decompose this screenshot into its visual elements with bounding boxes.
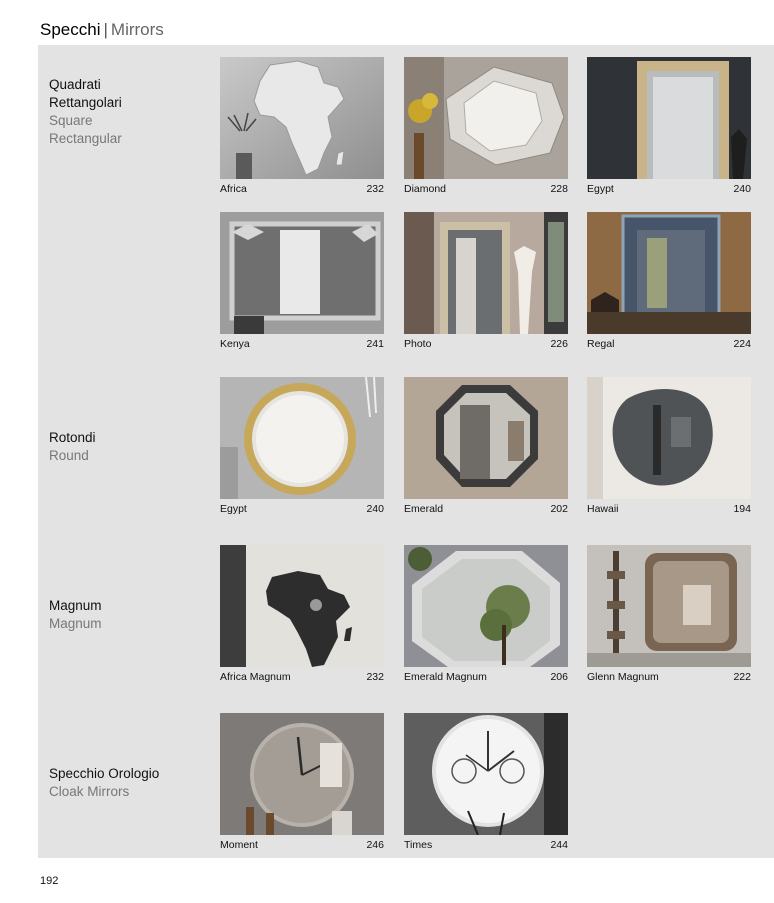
page-number: 192 [40, 875, 59, 887]
section-round [49, 429, 96, 465]
product-name: Egypt [587, 183, 614, 195]
product-card-diamond[interactable] [404, 57, 568, 195]
product-name: Hawaii [587, 503, 619, 515]
product-page: 228 [550, 183, 568, 195]
product-photo [404, 545, 568, 667]
product-card-times[interactable] [404, 713, 568, 851]
section-label-it: Rettangolari [49, 95, 122, 110]
product-page: 232 [366, 183, 384, 195]
product-card-emerald-magnum[interactable] [404, 545, 568, 683]
product-name: Kenya [220, 338, 250, 350]
section-magnum [49, 597, 102, 633]
section-square-rectangular [49, 76, 122, 148]
product-card-emerald[interactable] [404, 377, 568, 515]
product-photo [220, 545, 384, 667]
product-card-egypt[interactable] [587, 57, 751, 195]
product-name: Africa Magnum [220, 671, 291, 683]
title-english: Mirrors [110, 20, 164, 39]
product-photo [220, 377, 384, 499]
product-page: 240 [366, 503, 384, 515]
product-name: Regal [587, 338, 615, 350]
product-photo [404, 377, 568, 499]
product-photo [404, 212, 568, 334]
product-page: 246 [366, 839, 384, 851]
product-photo [404, 57, 568, 179]
product-card-photo[interactable] [404, 212, 568, 350]
section-label-en: Rectangular [49, 131, 122, 146]
product-name: Emerald Magnum [404, 671, 487, 683]
product-card-glenn-magnum[interactable] [587, 545, 751, 683]
product-card-hawaii[interactable] [587, 377, 751, 515]
product-page: 206 [550, 671, 568, 683]
title-italian: Specchi [40, 20, 101, 39]
product-photo [220, 212, 384, 334]
product-card-moment[interactable] [220, 713, 384, 851]
product-name: Times [404, 839, 433, 851]
product-name: Emerald [404, 503, 444, 515]
product-name: Photo [404, 338, 432, 350]
page-title [40, 20, 164, 40]
product-card-kenya[interactable] [220, 212, 384, 350]
product-page: 240 [733, 183, 751, 195]
product-photo [587, 212, 751, 334]
section-clock-mirrors [49, 765, 159, 801]
product-page: 222 [733, 671, 751, 683]
product-page: 226 [550, 338, 568, 350]
product-page: 244 [550, 839, 568, 851]
product-photo [587, 545, 751, 667]
product-page: 224 [733, 338, 751, 350]
section-label-en: Magnum [49, 616, 102, 631]
section-label-it: Specchio Orologio [49, 766, 160, 781]
product-photo [220, 57, 384, 179]
product-page: 241 [366, 338, 384, 350]
product-name: Moment [220, 839, 258, 851]
product-page: 232 [366, 671, 384, 683]
product-name: Glenn Magnum [587, 671, 659, 683]
product-name: Egypt [220, 503, 247, 515]
product-photo [220, 713, 384, 835]
section-label-it: Rotondi [49, 430, 96, 445]
product-page: 202 [550, 503, 568, 515]
product-photo [587, 377, 751, 499]
product-page: 194 [733, 503, 751, 515]
product-card-africa[interactable] [220, 57, 384, 195]
section-label-it: Quadrati [49, 77, 101, 92]
product-card-egypt-round[interactable] [220, 377, 384, 515]
section-label-en: Round [49, 448, 89, 463]
product-card-regal[interactable] [587, 212, 751, 350]
section-label-en: Cloak Mirrors [49, 784, 130, 799]
product-name: Diamond [404, 183, 447, 195]
title-separator: | [103, 20, 108, 39]
product-card-africa-magnum[interactable] [220, 545, 384, 683]
product-photo [587, 57, 751, 179]
section-label-en: Square [49, 113, 93, 128]
product-photo [404, 713, 568, 835]
product-name: Africa [220, 183, 247, 195]
section-label-it: Magnum [49, 598, 102, 613]
